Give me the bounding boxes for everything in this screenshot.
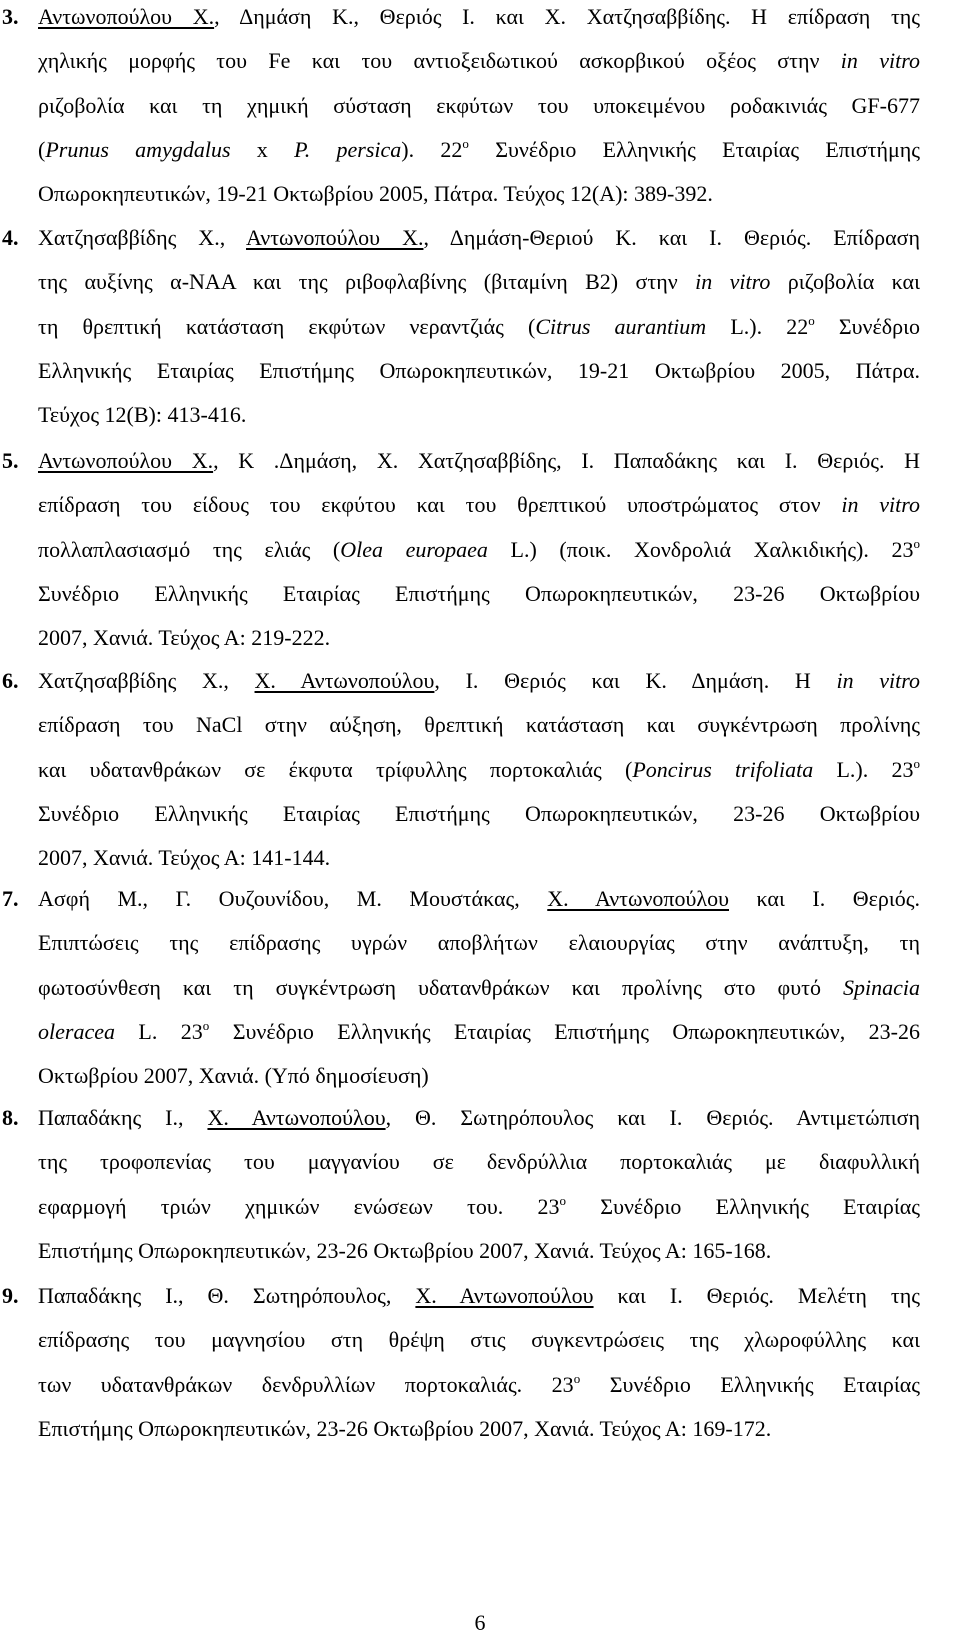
- text-run: και υδατανθράκων σε έκφυτα τρίφυλλης πορτοκαλιάς (: [38, 756, 633, 782]
- text-run: επίδραση του είδους του εκφύτου και του θρεπτικού υποστρώματος στον: [38, 492, 842, 518]
- reference-line: [38, 1065, 920, 1087]
- reference-line: [38, 50, 920, 72]
- reference-line: [38, 800, 920, 826]
- text-run: Χατζησαββίδης Χ.,: [38, 225, 247, 250]
- reference-line: [38, 1017, 920, 1044]
- italic-text: Citrus aurantium: [535, 313, 707, 339]
- italic-text: in vitro: [841, 492, 920, 518]
- reference-line: [38, 357, 920, 383]
- reference-line: [38, 755, 920, 782]
- text-run: Συνέδριο Ελληνικής Εταιρίας Επιστήμης Οπωροκηπευτικών, 23-26: [209, 1018, 920, 1044]
- text-run: Συνέδριο Ελληνικής Εταιρίας Επιστήμης Οπωροκηπευτικών, 23-26 Οκτωβρίου: [38, 580, 920, 606]
- reference-line: [38, 1329, 920, 1351]
- text-run: ριζοβολία και τη χημική σύσταση εκφύτων του υποκειμένου ροδακινιάς GF-677: [38, 92, 920, 118]
- text-run: Συνέδριο Ελληνικής Εταιρίας Επιστήμης Οπωροκηπευτικών, 23-26 Οκτωβρίου: [38, 800, 920, 826]
- text-run: της αυξίνης α-ΝΑΑ και της ριβοφλαβίνης (βιταμίνη Β2) στην: [38, 269, 696, 295]
- author-highlight: Αντωνοπούλου Χ.: [38, 448, 214, 473]
- reference-number: 3.: [2, 4, 19, 29]
- reference-line: [38, 627, 920, 649]
- reference-line: [38, 1415, 920, 1441]
- superscript: ο: [573, 1370, 581, 1386]
- reference-number: 7.: [2, 886, 19, 911]
- reference-number: 5.: [2, 448, 19, 473]
- author-highlight: Χ. Αντωνοπούλου: [254, 668, 435, 693]
- text-run: Παπαδάκης Ι., Θ. Σωτηρόπουλος,: [38, 1283, 416, 1308]
- text-run: Τεύχος 12(Β): 413-416.: [38, 402, 247, 428]
- italic-text: in vitro: [840, 48, 920, 74]
- reference-line: [38, 580, 920, 606]
- superscript: ο: [202, 1017, 210, 1033]
- reference-line: [38, 1285, 920, 1307]
- superscript: ο: [462, 135, 469, 151]
- reference-number: 4.: [2, 225, 19, 250]
- author-highlight: Αντωνοπούλου Χ.: [38, 4, 215, 29]
- reference-line: [38, 1192, 920, 1219]
- reference-line: [38, 227, 920, 249]
- reference-line: [38, 450, 920, 472]
- italic-text: P. persica: [294, 136, 402, 162]
- text-run: της τροφοπενίας του μαγγανίου σε δενδρύλλια πορτοκαλιάς με διαφυλλική: [38, 1149, 920, 1175]
- text-run: Ελληνικής Εταιρίας Επιστήμης Οπωροκηπευτικών, 19-21 Οκτωβρίου 2005, Πάτρα.: [38, 357, 920, 383]
- reference-line: [38, 714, 920, 736]
- text-run: x: [230, 136, 295, 162]
- text-run: (: [38, 136, 46, 162]
- reference-line: [38, 271, 920, 293]
- reference-line: [38, 312, 920, 339]
- reference-number: 9.: [2, 1283, 19, 1308]
- reference-line: [38, 847, 920, 869]
- author-highlight: Χ. Αντωνοπούλου: [547, 886, 729, 911]
- reference-line: [38, 183, 920, 205]
- text-run: , Δημάση-Θεριού Κ. και Ι. Θεριός. Επίδραση: [423, 225, 920, 250]
- reference-line: [38, 494, 920, 516]
- text-run: επίδραση του NaCl στην αύξηση, θρεπτική κατάσταση και συγκέντρωση προλίνης: [38, 712, 920, 738]
- text-run: L.). 23: [813, 756, 914, 782]
- superscript: ο: [913, 535, 920, 551]
- italic-text: oleracea: [38, 1018, 115, 1044]
- text-run: επίδρασης του μαγνησίου στη θρέψη στις συγκεντρώσεις της χλωροφύλλης και: [38, 1327, 920, 1353]
- text-run: Επιπτώσεις της επίδρασης υγρών αποβλήτων ελαιουργίας στην ανάπτυξη, τη: [38, 930, 920, 956]
- reference-line: [38, 535, 920, 562]
- text-run: χηλικής μορφής του Fe και του αντιοξειδωτικού ασκορβικού οξέος στην: [38, 48, 841, 74]
- italic-text: Spinacia: [843, 974, 920, 1000]
- text-run: L. 23: [114, 1018, 203, 1044]
- author-highlight: Χ. Αντωνοπούλου: [415, 1283, 594, 1308]
- text-run: Οκτωβρίου 2007, Χανιά. (Υπό δημοσίευση): [38, 1063, 429, 1089]
- reference-line: [38, 1107, 920, 1129]
- superscript: ο: [913, 755, 920, 771]
- text-run: και Ι. Θεριός.: [729, 886, 920, 911]
- author-highlight: Χ. Αντωνοπούλου: [207, 1105, 386, 1130]
- text-run: L.). 22: [706, 313, 809, 339]
- text-run: Ασφή Μ., Γ. Ουζουνίδου, Μ. Μουστάκας,: [38, 886, 548, 911]
- italic-text: in vitro: [695, 269, 771, 295]
- reference-line: [38, 135, 921, 162]
- italic-text: in vitro: [836, 668, 920, 693]
- text-run: εφαρμογή τριών χημικών ενώσεων του. 23: [38, 1193, 560, 1219]
- reference-line: [38, 974, 920, 1000]
- page-number: 6: [474, 1610, 486, 1635]
- author-highlight: Αντωνοπούλου Χ.: [246, 225, 424, 250]
- text-run: Χατζησαββίδης Χ.,: [38, 668, 255, 693]
- text-run: των υδατανθράκων δενδρυλλίων πορτοκαλιάς. 23: [38, 1371, 574, 1397]
- reference-line: [38, 1151, 920, 1173]
- text-run: Παπαδάκης Ι.,: [38, 1105, 208, 1130]
- reference-line: [38, 932, 920, 954]
- italic-text: Poncirus trifoliata: [632, 756, 814, 782]
- text-run: Οπωροκηπευτικών, 19-21 Οκτωβρίου 2005, Πάτρα. Τεύχος 12(Α): 389-392.: [38, 181, 713, 207]
- reference-number: 8.: [2, 1105, 19, 1130]
- text-run: ριζοβολία και: [770, 269, 921, 295]
- reference-line: [38, 6, 920, 28]
- text-run: Συνέδριο Ελληνικής Εταιρίας: [580, 1371, 921, 1397]
- text-run: Συνέδριο Ελληνικής Εταιρίας Επιστήμης: [468, 136, 921, 162]
- text-run: , Θ. Σωτηρόπουλος και Ι. Θεριός. Αντιμετώπιση: [385, 1105, 920, 1130]
- text-run: Επιστήμης Οπωροκηπευτικών, 23-26 Οκτωβρίου 2007, Χανιά. Τεύχος Α: 165-168.: [38, 1237, 772, 1263]
- text-run: και Ι. Θεριός. Μελέτη της: [593, 1283, 920, 1308]
- text-run: Συνέδριο Ελληνικής Εταιρίας: [566, 1193, 920, 1219]
- reference-line: [38, 92, 920, 118]
- reference-number: 6.: [2, 668, 19, 693]
- text-run: L.) (ποικ. Χονδρολιά Χαλκιδικής). 23: [487, 536, 914, 562]
- text-run: Επιστήμης Οπωροκηπευτικών, 23-26 Οκτωβρίου 2007, Χανιά. Τεύχος Α: 169-172.: [38, 1415, 772, 1441]
- text-run: , Κ .Δημάση, Χ. Χατζησαββίδης, Ι. Παπαδάκης και Ι. Θεριός. Η: [213, 448, 920, 473]
- text-run: 2007, Χανιά. Τεύχος Α: 219-222.: [38, 625, 331, 651]
- text-run: 2007, Χανιά. Τεύχος Α: 141-144.: [38, 845, 331, 871]
- superscript: ο: [559, 1192, 567, 1208]
- text-run: φωτοσύνθεση και τη συγκέντρωση υδατανθράκων και προλίνης στο φυτό: [38, 974, 843, 1000]
- superscript: ο: [808, 312, 815, 328]
- reference-line: [38, 888, 920, 910]
- text-run: ). 22: [401, 136, 463, 162]
- reference-line: [38, 670, 920, 692]
- text-run: τη θρεπτική κατάσταση εκφύτων νεραντζιάς (: [38, 313, 536, 339]
- reference-line: [38, 1237, 920, 1263]
- text-run: πολλαπλασιασμό της ελιάς (: [38, 536, 341, 562]
- reference-line: [38, 404, 920, 426]
- reference-line: [38, 1370, 921, 1397]
- italic-text: Prunus amygdalus: [45, 136, 231, 162]
- text-run: , Δημάση Κ., Θεριός Ι. και Χ. Χατζησαββίδης. Η επίδραση της: [214, 4, 920, 29]
- text-run: Συνέδριο: [814, 313, 920, 339]
- text-run: , Ι. Θεριός και Κ. Δημάση. Η: [434, 668, 837, 693]
- italic-text: Olea europaea: [340, 536, 488, 562]
